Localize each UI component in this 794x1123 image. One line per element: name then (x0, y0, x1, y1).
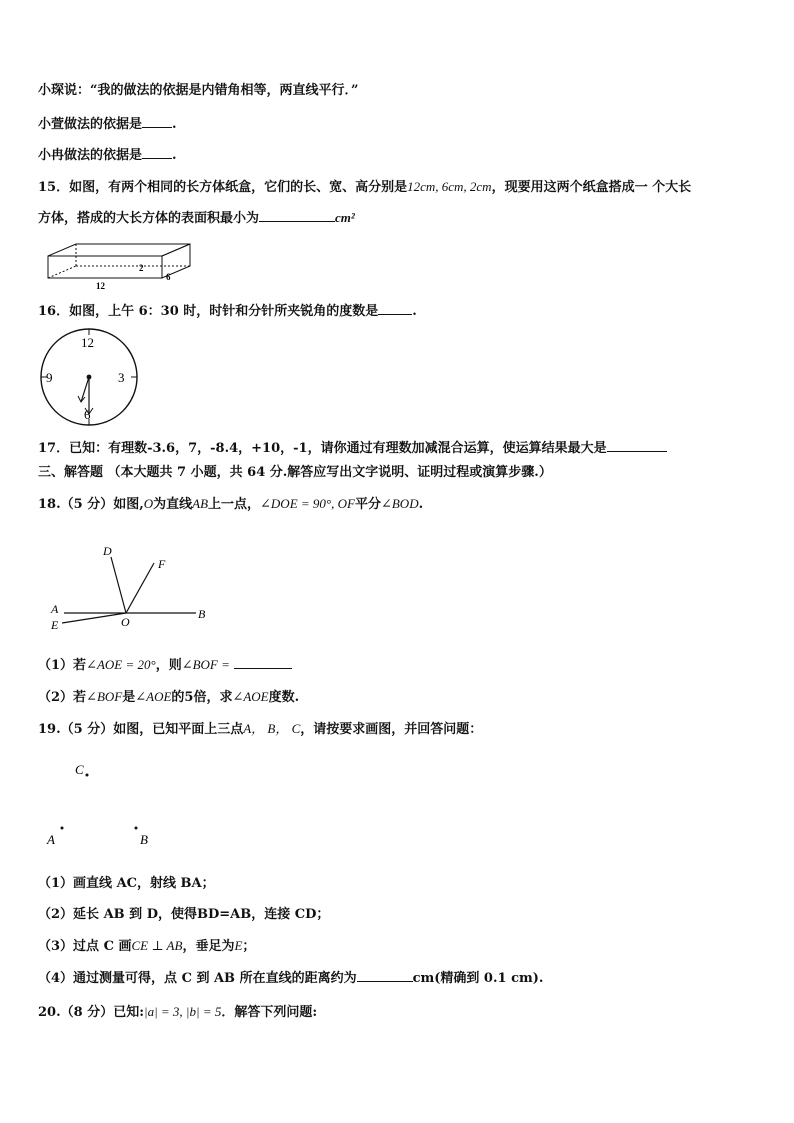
answer-blank[interactable] (142, 115, 172, 128)
box-figure (44, 236, 204, 294)
answer-blank[interactable] (259, 209, 335, 222)
period: . (172, 148, 177, 163)
q18-1-text-b: ，则 (155, 658, 182, 673)
q18-2-text-a: （2）若 (38, 690, 87, 705)
answer-blank[interactable] (234, 656, 292, 669)
q18-2-text-g: 度数. (268, 690, 300, 705)
q15-text-c: 方体，搭成的大长方体的表面积最小为 (38, 211, 260, 226)
box-height-label: 2 (139, 263, 144, 273)
line-xiaochen: 小琛说：“我的做法的依据是内错角相等，两直线平行．” (38, 83, 359, 98)
period: . (172, 117, 177, 132)
q18-2-text-c: 是 (122, 690, 136, 705)
box-length-label: 12 (96, 281, 105, 291)
q19-3-e: E (234, 938, 243, 953)
point-c-label: C (75, 762, 84, 777)
point-b (135, 827, 138, 830)
question-19-part2: （2）延长 AB 到 D，使得BD=AB，连接 CD； (38, 907, 330, 922)
question-15-line1 (38, 178, 691, 197)
q19-4-text-b: cm(精确到 0.1 cm). (412, 971, 544, 986)
label-e: E (51, 618, 59, 632)
q18-text-c: 上一点， (208, 497, 261, 512)
q18-2-text-e: 的5倍，求 (171, 690, 233, 705)
q19-text-b: ，请按要求画图，并回答问题： (300, 722, 483, 737)
q18-2-bof: ∠BOF (86, 689, 123, 704)
q18-text-d: 平分 (354, 497, 381, 512)
q19-3-perp: CE ⊥ AB (131, 938, 183, 953)
point-a (61, 827, 64, 830)
xiaoxuan-text: 小萱做法的依据是 (38, 117, 143, 132)
clock-9: 9 (46, 370, 53, 385)
q18-bod: ∠BOD (380, 496, 419, 511)
box-width-label: 6 (166, 272, 171, 282)
line-xiaoran (38, 146, 177, 165)
label-d: D (103, 544, 112, 558)
clock-12: 12 (81, 335, 94, 350)
hour-hand (81, 377, 89, 402)
points-figure (40, 756, 170, 852)
label-a: A (51, 602, 59, 616)
q15-text-a: 15．如图，有两个相同的长方体纸盒，它们的长、宽、高分别是 (38, 180, 408, 195)
q18-o: O (143, 496, 154, 511)
q18-1-bof: ∠BOF = (181, 657, 230, 672)
q18-1-text: （1）若 (38, 658, 87, 673)
question-16 (38, 302, 417, 321)
q20-text-a: 20.（8 分）已知: (38, 1005, 144, 1020)
point-a-label: A (47, 832, 55, 847)
q17-text: 17．已知：有理数-3.6，7，-8.4，+10，-1，请你通过有理数加减混合运算，使运算结果最大是 (38, 441, 607, 456)
q19-4-text-a: （4）通过测量可得，点 C 到 AB 所在直线的距离约为 (38, 971, 357, 986)
answer-blank[interactable] (142, 146, 172, 159)
q15-text-b: ，现要用这两个纸盒搭成一 个大长 (491, 180, 692, 195)
q19-3-text-a: （3）过点 C 画 (38, 939, 132, 954)
question-18 (38, 495, 423, 514)
section-3-heading: 三、解答题 （本大题共 7 小题，共 64 分.解答应写出文字说明、证明过程或演算步骤.） (38, 465, 552, 480)
question-17 (38, 439, 667, 458)
answer-blank[interactable] (607, 439, 667, 452)
answer-blank[interactable] (357, 969, 413, 982)
question-20 (38, 1003, 317, 1022)
label-f: F (158, 557, 166, 571)
q19-points: A， B， C (243, 721, 301, 736)
question-19-part4 (38, 969, 543, 988)
q18-text-e: . (418, 497, 424, 512)
q19-3-text-e: ； (242, 939, 256, 954)
point-b-label: B (140, 832, 148, 847)
q18-2-aoe: ∠AOE (135, 689, 172, 704)
q18-2-aoe-b: ∠AOE (232, 689, 269, 704)
q18-text-a: 18.（5 分）如图, (38, 497, 144, 512)
q18-ab: AB (192, 496, 209, 511)
answer-blank[interactable] (378, 302, 412, 315)
q18-text-b: 为直线 (153, 497, 193, 512)
q16-text: 16．如图，上午 6：30 时，时针和分针所夹锐角的度数是 (38, 304, 379, 319)
q20-text-b: ．解答下列问题: (221, 1005, 318, 1020)
q15-unit: cm² (335, 210, 355, 225)
q19-3-text-c: ，垂足为 (182, 939, 235, 954)
question-18-part2 (38, 688, 299, 707)
question-19-part3 (38, 937, 255, 956)
q20-math: |a| = 3, |b| = 5 (144, 1004, 222, 1019)
angle-figure (46, 542, 216, 634)
period: . (412, 304, 417, 319)
label-o: O (121, 615, 130, 629)
q15-dimensions: 12cm, 6cm, 2cm (407, 179, 492, 194)
question-18-part1 (38, 656, 292, 675)
q18-1-angle: ∠AOE = 20° (86, 657, 156, 672)
q18-condition: ∠DOE = 90°, OF (260, 496, 355, 511)
line-xiaoxuan (38, 115, 177, 134)
question-19-part1: （1）画直线 AC，射线 BA； (38, 876, 215, 891)
clock-figure (36, 326, 142, 428)
label-b: B (198, 607, 206, 621)
clock-6: 6 (84, 407, 91, 422)
clock-3: 3 (118, 370, 125, 385)
xiaoran-text: 小冉做法的依据是 (38, 148, 143, 163)
question-15-line2 (38, 209, 355, 228)
q19-text: 19.（5 分）如图，已知平面上三点 (38, 722, 244, 737)
point-c (86, 774, 89, 777)
question-19 (38, 720, 482, 739)
